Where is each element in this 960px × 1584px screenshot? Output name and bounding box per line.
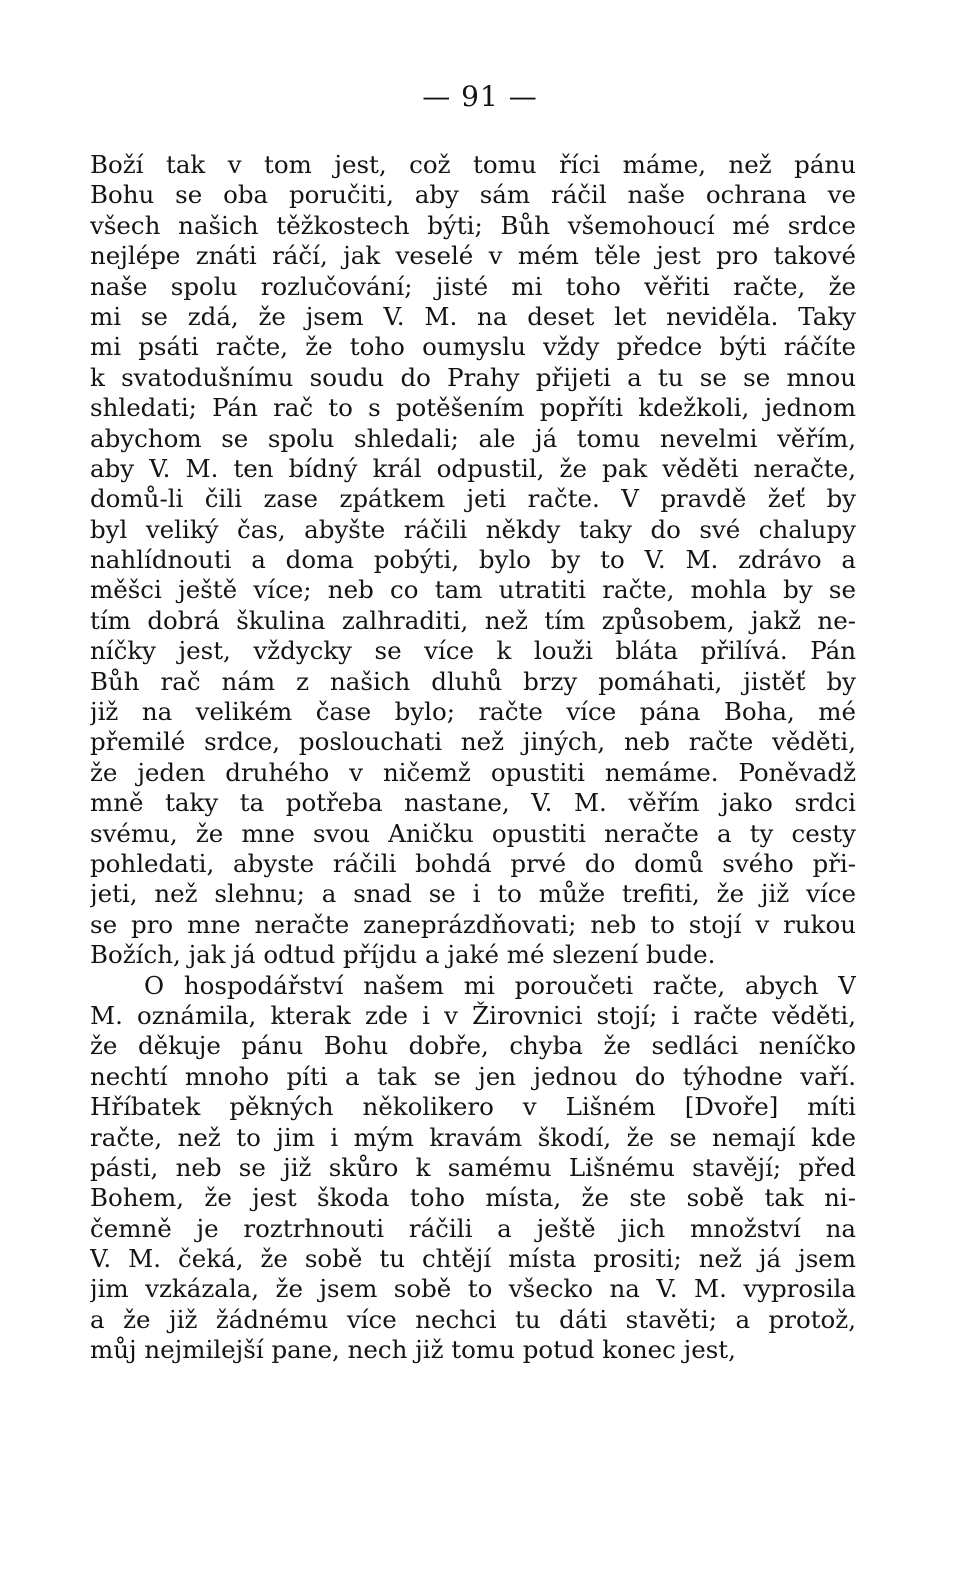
text-line: mi psáti račte, že toho oumyslu vždy předce býti ráčíte: [90, 332, 856, 362]
text-line: Bůh rač nám z našich dluhů brzy pomáhati, jistěť by: [90, 666, 856, 696]
text-line: Hříbatek pěkných několikero v Lišném [Dvoře] míti: [90, 1092, 856, 1122]
text-line: níčky jest, vždycky se více k louži bláta přilívá. Pán: [90, 636, 856, 666]
text-line: V. M. čeká, že sobě tu chtějí místa prositi; než já jsem: [90, 1244, 856, 1274]
text-line: račte, než to jim i mým kravám škodí, že se nemají kde: [90, 1122, 856, 1152]
text-line: čemně je roztrhnouti ráčili a ještě jich množství na: [90, 1213, 856, 1243]
text-line: a že již žádnému více nechci tu dáti stavěti; a protož,: [90, 1304, 856, 1334]
text-line: můj nejmilejší pane, nech již tomu potud konec jest,: [90, 1335, 736, 1365]
text-line: že jeden druhého v ničemž opustiti nemáme. Poněvadž: [90, 757, 856, 787]
text-line: naše spolu rozlučování; jisté mi toho věřiti račte, že: [90, 271, 856, 301]
text-line: O hospodářství našem mi poroučeti račte, abych V: [144, 970, 856, 1000]
body-text: [90, 150, 856, 1366]
text-line: byl veliký čas, abyšte ráčili někdy taky do své chalupy: [90, 514, 856, 544]
text-line: domů-li čili zase zpátkem jeti račte. V pravdě žeť by: [90, 484, 856, 514]
text-line: shledati; Pán rač to s potěšením popříti kdežkoli, jednom: [90, 393, 856, 423]
text-line: jeti, než slehnu; a snad se i to může trefiti, že již více: [90, 879, 856, 909]
text-line: abychom se spolu shledali; ale já tomu nevelmi věřím,: [90, 423, 856, 453]
text-line: nejlépe znáti ráčí, jak veselé v mém těle jest pro takové: [90, 241, 856, 271]
text-line: nechtí mnoho píti a tak se jen jednou do týhodne vaří.: [90, 1061, 856, 1091]
text-line: Boží tak v tom jest, což tomu říci máme, než pánu: [90, 150, 856, 179]
text-line: již na velikém čase bylo; račte více pána Boha, mé: [90, 697, 856, 727]
text-line: tím dobrá škulina zalhraditi, než tím způsobem, jakž ne-: [90, 605, 856, 635]
text-line: se pro mne neračte zaneprázdňovati; neb to stojí v rukou: [90, 909, 856, 939]
text-line: pohledati, abyste ráčili bohdá prvé do domů svého při-: [90, 848, 856, 878]
text-line: jim vzkázala, že jsem sobě to všecko na V. M. vyprosila: [90, 1274, 856, 1304]
page-number: — 91 —: [422, 80, 538, 113]
text-line: nahlídnouti a doma pobýti, bylo by to V. M. zdrávo a: [90, 545, 856, 575]
text-line: všech našich těžkostech býti; Bůh všemohoucí mé srdce: [90, 210, 856, 240]
text-line: měšci ještě více; neb co tam utratiti račte, mohla by se: [90, 575, 856, 605]
text-line: přemilé srdce, poslouchati než jiných, neb račte věděti,: [90, 727, 856, 757]
text-line: svému, že mne svou Aničku opustiti neračte a ty cesty: [90, 818, 856, 848]
text-line: že děkuje pánu Bohu dobře, chyba že sedláci neníčko: [90, 1031, 856, 1061]
text-line: mi se zdá, že jsem V. M. na deset let neviděla. Taky: [90, 301, 856, 331]
text-line: Bohu se oba poručiti, aby sám ráčil naše ochrana ve: [90, 180, 856, 210]
text-line: pásti, neb se již skůro k samému Lišnému stavějí; před: [90, 1152, 856, 1182]
text-line: k svatodušnímu soudu do Prahy přijeti a tu se se mnou: [90, 362, 856, 392]
text-line: M. oznámila, kterak zde i v Žirovnici stojí; i račte věděti,: [90, 1000, 856, 1030]
text-line: Bohem, že jest škoda toho místa, že ste sobě tak ni-: [90, 1183, 856, 1213]
text-line: aby V. M. ten bídný král odpustil, že pak věděti neračte,: [90, 453, 856, 483]
text-line: mně taky ta potřeba nastane, V. M. věřím jako srdci: [90, 788, 856, 818]
text-line: Božích, jak já odtud příjdu a jaké mé slezení bude.: [90, 940, 716, 970]
